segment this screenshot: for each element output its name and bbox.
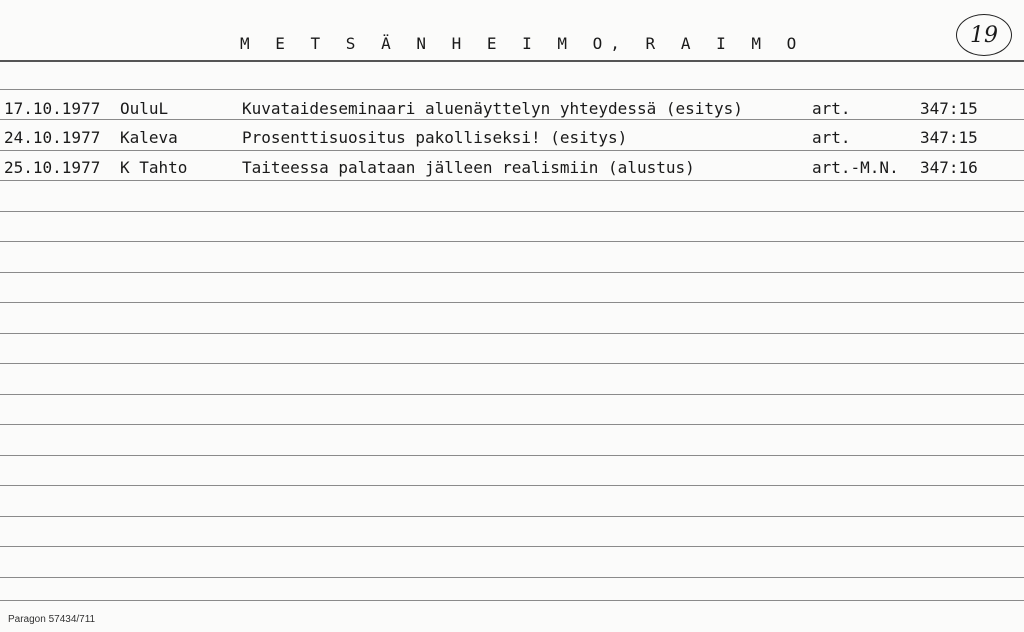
ruled-line [0, 60, 1024, 62]
ruled-line [0, 363, 1024, 364]
entry-date: 25.10.1977 [4, 158, 101, 177]
ruled-line [0, 577, 1024, 578]
ruled-line [0, 546, 1024, 547]
ruled-line [0, 600, 1024, 601]
card-heading-name: M E T S Ä N H E I M O, R A I M O [240, 34, 805, 53]
entry-title: Taiteessa palataan jälleen realismiin (alustus) [242, 158, 695, 177]
entry-row [0, 128, 1024, 152]
ruled-line [0, 485, 1024, 486]
printer-imprint: Paragon 57434/711 [8, 614, 96, 625]
card-number: 19 [970, 22, 998, 48]
entry-date: 17.10.1977 [4, 99, 101, 118]
entry-row [0, 158, 1024, 182]
card-number-circle [956, 14, 1012, 56]
ruled-line [0, 333, 1024, 334]
ruled-line [0, 211, 1024, 212]
ruled-line [0, 455, 1024, 456]
entry-source: OuluL [120, 99, 169, 118]
ruled-line [0, 394, 1024, 395]
entry-ref: 347:16 [920, 158, 978, 177]
ruled-line [0, 89, 1024, 90]
entry-row [0, 99, 1024, 123]
entry-source: Kaleva [120, 128, 178, 147]
entry-ref: 347:15 [920, 128, 978, 147]
entry-date: 24.10.1977 [4, 128, 101, 147]
entry-type: art.-M.N. [812, 158, 899, 177]
ruled-line [0, 272, 1024, 273]
entry-type: art. [812, 99, 851, 118]
entry-source: K Tahto [120, 158, 188, 177]
entry-title: Kuvataideseminaari aluenäyttelyn yhteydessä (esitys) [242, 99, 743, 118]
ruled-line [0, 424, 1024, 425]
entry-ref: 347:15 [920, 99, 978, 118]
entry-title: Prosenttisuositus pakolliseksi! (esitys) [242, 128, 628, 147]
ruled-line [0, 241, 1024, 242]
ruled-line [0, 516, 1024, 517]
ruled-line [0, 302, 1024, 303]
entry-type: art. [812, 128, 851, 147]
